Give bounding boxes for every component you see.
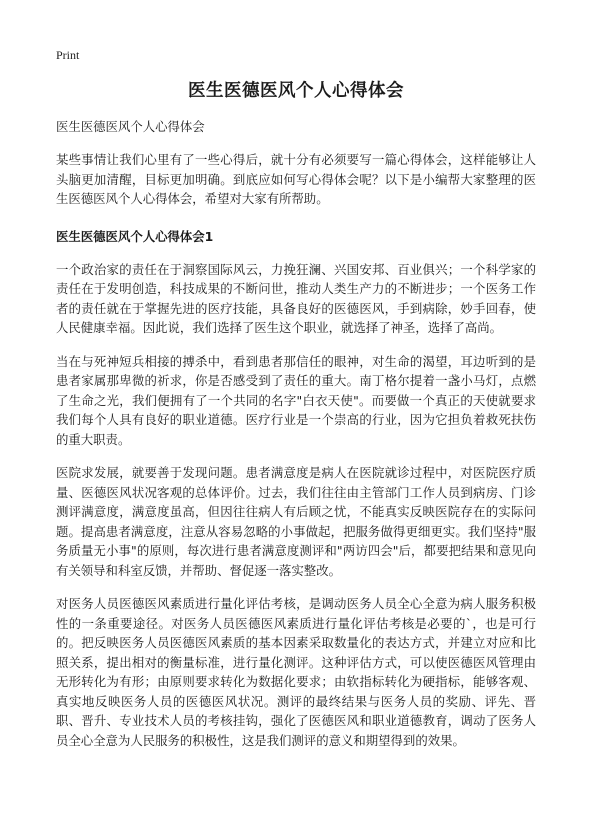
body-paragraph-2: 当在与死神短兵相接的搏杀中，看到患者那信任的眼神，对生命的渴望，耳边听到的是患者家属那卑微的祈求，你是否感受到了责任的重大。南丁格尔提着一盏小马灯，点燃了生命之光，我们便拥有了一个共同的名字"白衣天使"。而要做一个真正的天使就要求我们每个人具有良好的职业道德。医疗行业是一个崇高的行业，因为它担负着救死扶伤的重大职责。 [56, 353, 536, 447]
intro-paragraph: 某些事情让我们心里有了一些心得后，就十分有必须要写一篇心得体会，这样能够让人头脑更加清醒，目标更加明确。到底应如何写心得体会呢？以下是小编帮大家整理的医生医德医风个人心得体会，希望对大家有所帮助。 [56, 152, 536, 206]
body-paragraph-1: 一个政治家的责任在于洞察国际风云，力挽狂澜、兴国安邦、百业俱兴；一个科学家的责任在于发明创造，科技成果的不断问世，推动人类生产力的不断进步；一个医务工作者的责任就在于掌握先进的医疗技能，具备良好的医德医风，手到病除，妙手回春，使人民健康幸福。因此说，我们选择了医生这个职业，就选择了神圣，选择了高尚。 [56, 261, 536, 335]
body-paragraph-4: 对医务人员医德医风素质进行量化评估考核，是调动医务人员全心全意为病人服务积极性的一条重要途径。对医务人员医德医风素质进行量化评估考核是必要的`，也是可行的。把反映医务人员医德医风素质的基本因素采取数量化的表达方式，并建立对应和比照关系，提出相对的衡量标准，进行量化测评。这种评估方式，可以使医德医风管理由无形转化为有形；由原则要求转化为数据化要求；由软指标转化为硬指标，能够客观、真实地反映医务人员的医德医风状况。测评的最终结果与医务人员的奖励、评先、晋职、晋升、专业技术人员的考核挂钩，强化了医德医风和职业道德教育，调动了医务人员全心全意为人民服务的积极性，这是我们测评的意义和期望得到的效果。 [56, 596, 536, 748]
section-heading: 医生医德医风个人心得体会1 [56, 228, 214, 244]
body-paragraph-3: 医院求发展，就要善于发现问题。患者满意度是病人在医院就诊过程中，对医院医疗质量、医德医风状况客观的总体评价。过去，我们往往由主管部门工作人员到病房、门诊测评满意度，满意度虽高，但因往往病人有后顾之忧，不能真实反映医院存在的实际问题。提高患者满意度，注意从容易忽略的小事做起，把服务做得更细更实。我们坚持"服务质量无小事"的原则，每次进行患者满意度测评和"两访四会"后，都要把结果和意见向有关领导和科室反馈，并帮助、督促逐一落实整改。 [56, 465, 536, 578]
subtitle: 医生医德医风个人心得体会 [56, 119, 205, 134]
page-title: 医生医德医风个人心得体会 [188, 81, 404, 101]
print-link[interactable]: Print [56, 48, 80, 62]
